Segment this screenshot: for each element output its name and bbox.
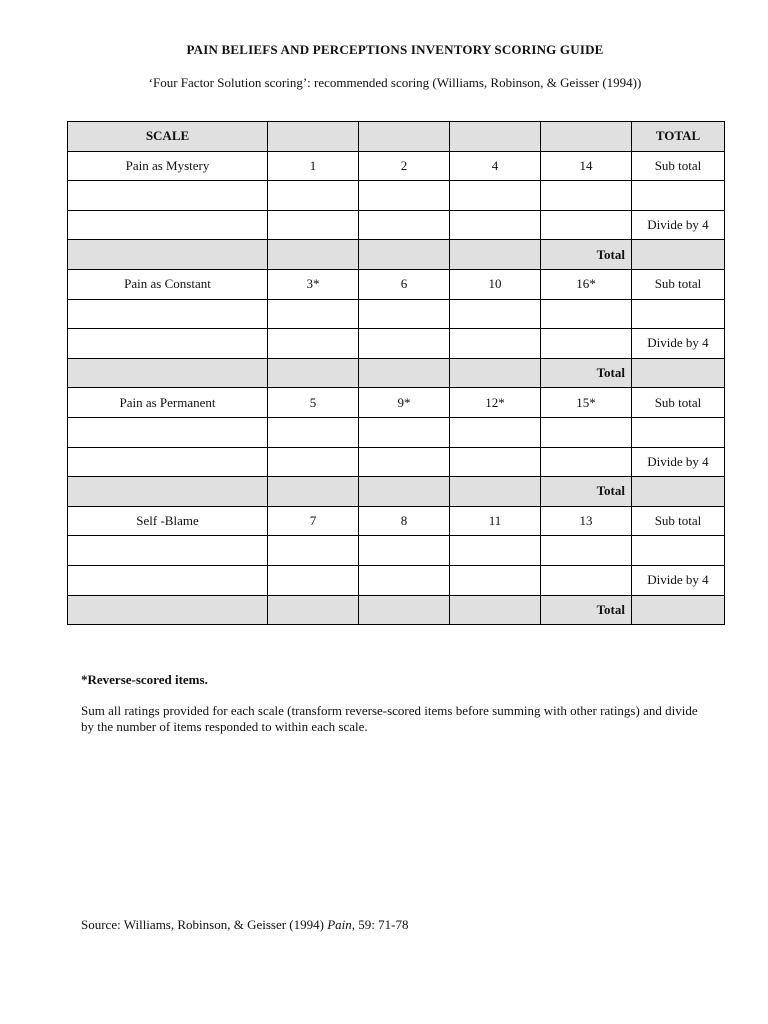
total-column-header: TOTAL bbox=[632, 122, 725, 152]
empty-cell bbox=[450, 329, 541, 359]
total-row bbox=[68, 477, 725, 507]
score-entry-row bbox=[68, 536, 725, 566]
total-label: Total bbox=[541, 358, 632, 388]
empty-cell bbox=[268, 565, 359, 595]
page-subtitle: ‘Four Factor Solution scoring’: recommended scoring (Williams, Robinson, & Geisser (1994)) bbox=[148, 75, 642, 90]
empty-cell bbox=[68, 417, 268, 447]
item-number: 12* bbox=[450, 388, 541, 418]
item-column-header bbox=[450, 122, 541, 152]
item-number: 6 bbox=[359, 269, 450, 299]
empty-cell bbox=[68, 536, 268, 566]
score-cell[interactable] bbox=[359, 181, 450, 211]
score-cell[interactable] bbox=[268, 181, 359, 211]
empty-cell bbox=[359, 447, 450, 477]
item-column-header bbox=[359, 122, 450, 152]
sub-total-label: Sub total bbox=[632, 388, 725, 418]
item-number: 9* bbox=[359, 388, 450, 418]
score-entry-row bbox=[68, 417, 725, 447]
score-entry-row bbox=[68, 299, 725, 329]
score-cell[interactable] bbox=[359, 417, 450, 447]
divide-row bbox=[68, 447, 725, 477]
sub-total-cell[interactable] bbox=[632, 536, 725, 566]
item-number: 7 bbox=[268, 506, 359, 536]
score-cell[interactable] bbox=[359, 536, 450, 566]
empty-cell bbox=[68, 358, 268, 388]
scale-name: Self -Blame bbox=[68, 506, 268, 536]
scale-items-row bbox=[68, 506, 725, 536]
empty-cell bbox=[268, 329, 359, 359]
empty-cell bbox=[68, 565, 268, 595]
empty-cell bbox=[450, 240, 541, 270]
sub-total-cell[interactable] bbox=[632, 181, 725, 211]
scoring-table bbox=[67, 121, 725, 625]
item-number: 5 bbox=[268, 388, 359, 418]
empty-cell bbox=[450, 477, 541, 507]
empty-cell bbox=[359, 477, 450, 507]
item-number: 14 bbox=[541, 151, 632, 181]
source-prefix: Source: Williams, Robinson, & Geisser (1994) bbox=[81, 917, 328, 932]
item-column-header bbox=[541, 122, 632, 152]
total-label: Total bbox=[541, 595, 632, 625]
empty-cell bbox=[359, 358, 450, 388]
divide-label: Divide by 4 bbox=[632, 565, 725, 595]
scale-items-row bbox=[68, 151, 725, 181]
score-cell[interactable] bbox=[268, 536, 359, 566]
score-cell[interactable] bbox=[268, 417, 359, 447]
total-cell[interactable] bbox=[632, 477, 725, 507]
sub-total-cell[interactable] bbox=[632, 417, 725, 447]
empty-cell bbox=[359, 329, 450, 359]
empty-cell bbox=[68, 595, 268, 625]
empty-cell bbox=[359, 240, 450, 270]
score-cell[interactable] bbox=[450, 181, 541, 211]
empty-cell bbox=[68, 240, 268, 270]
empty-cell bbox=[268, 240, 359, 270]
score-cell[interactable] bbox=[359, 299, 450, 329]
item-number: 1 bbox=[268, 151, 359, 181]
empty-cell bbox=[541, 210, 632, 240]
empty-cell bbox=[450, 447, 541, 477]
empty-cell bbox=[450, 358, 541, 388]
score-cell[interactable] bbox=[450, 536, 541, 566]
score-cell[interactable] bbox=[450, 417, 541, 447]
scale-name: Pain as Permanent bbox=[68, 388, 268, 418]
source-journal: Pain bbox=[327, 917, 352, 932]
empty-cell bbox=[68, 181, 268, 211]
page-title: PAIN BELIEFS AND PERCEPTIONS INVENTORY SCORING GUIDE bbox=[186, 42, 604, 57]
empty-cell bbox=[68, 210, 268, 240]
sub-total-label: Sub total bbox=[632, 506, 725, 536]
empty-cell bbox=[359, 565, 450, 595]
divide-label: Divide by 4 bbox=[632, 447, 725, 477]
empty-cell bbox=[268, 210, 359, 240]
total-row bbox=[68, 358, 725, 388]
empty-cell bbox=[268, 595, 359, 625]
item-number: 8 bbox=[359, 506, 450, 536]
empty-cell bbox=[359, 210, 450, 240]
item-number: 3* bbox=[268, 269, 359, 299]
empty-cell bbox=[68, 477, 268, 507]
score-cell[interactable] bbox=[541, 536, 632, 566]
empty-cell bbox=[541, 329, 632, 359]
item-number: 16* bbox=[541, 269, 632, 299]
score-cell[interactable] bbox=[268, 299, 359, 329]
sub-total-label: Sub total bbox=[632, 151, 725, 181]
source-citation bbox=[81, 917, 408, 933]
sub-total-cell[interactable] bbox=[632, 299, 725, 329]
table-header-row bbox=[68, 122, 725, 152]
item-column-header bbox=[268, 122, 359, 152]
item-number: 11 bbox=[450, 506, 541, 536]
scoring-instructions: Sum all ratings provided for each scale (transform reverse-scored items before summing with other ratings) and divide by the number of items responded to within each scale. bbox=[81, 703, 698, 734]
total-row bbox=[68, 595, 725, 625]
reverse-scored-note: *Reverse-scored items. bbox=[81, 672, 208, 687]
empty-cell bbox=[68, 299, 268, 329]
total-cell[interactable] bbox=[632, 240, 725, 270]
total-cell[interactable] bbox=[632, 595, 725, 625]
empty-cell bbox=[541, 447, 632, 477]
empty-cell bbox=[68, 447, 268, 477]
divide-row bbox=[68, 565, 725, 595]
divide-row bbox=[68, 210, 725, 240]
scale-name: Pain as Constant bbox=[68, 269, 268, 299]
item-number: 15* bbox=[541, 388, 632, 418]
empty-cell bbox=[450, 210, 541, 240]
divide-label: Divide by 4 bbox=[632, 329, 725, 359]
sub-total-label: Sub total bbox=[632, 269, 725, 299]
scale-column-header: SCALE bbox=[68, 122, 268, 152]
score-entry-row bbox=[68, 181, 725, 211]
empty-cell bbox=[450, 595, 541, 625]
item-number: 10 bbox=[450, 269, 541, 299]
total-label: Total bbox=[541, 240, 632, 270]
empty-cell bbox=[268, 447, 359, 477]
total-row bbox=[68, 240, 725, 270]
empty-cell bbox=[541, 565, 632, 595]
score-cell[interactable] bbox=[541, 181, 632, 211]
total-label: Total bbox=[541, 477, 632, 507]
item-number: 4 bbox=[450, 151, 541, 181]
scale-items-row bbox=[68, 269, 725, 299]
empty-cell bbox=[68, 329, 268, 359]
divide-row bbox=[68, 329, 725, 359]
empty-cell bbox=[268, 358, 359, 388]
scale-name: Pain as Mystery bbox=[68, 151, 268, 181]
empty-cell bbox=[268, 477, 359, 507]
score-cell[interactable] bbox=[450, 299, 541, 329]
empty-cell bbox=[450, 565, 541, 595]
divide-label: Divide by 4 bbox=[632, 210, 725, 240]
item-number: 2 bbox=[359, 151, 450, 181]
source-suffix: , 59: 71-78 bbox=[351, 917, 409, 932]
empty-cell bbox=[359, 595, 450, 625]
score-cell[interactable] bbox=[541, 417, 632, 447]
item-number: 13 bbox=[541, 506, 632, 536]
total-cell[interactable] bbox=[632, 358, 725, 388]
scale-items-row bbox=[68, 388, 725, 418]
score-cell[interactable] bbox=[541, 299, 632, 329]
